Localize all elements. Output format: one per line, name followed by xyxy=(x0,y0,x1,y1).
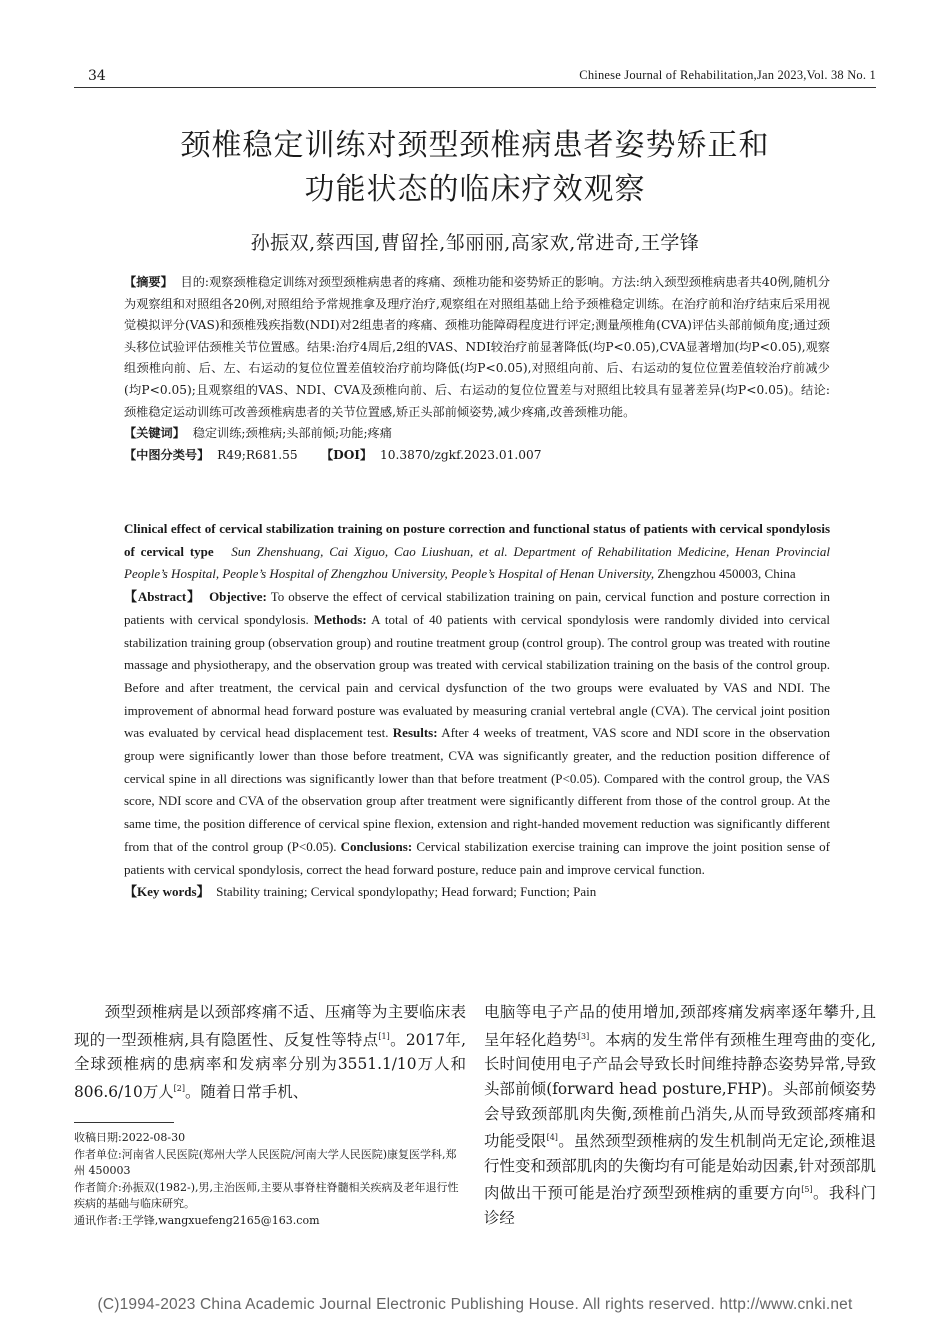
body-text: 。我科门诊经 xyxy=(484,1184,876,1228)
footnotes xyxy=(74,1130,466,1230)
citation[interactable]: [1] xyxy=(378,1031,390,1041)
author-affiliation: 作者单位:河南省人民医院(郑州大学人民医院/河南大学人民医院)康复医学科,郑州 450003 xyxy=(74,1147,457,1178)
received-date: 收稿日期:2022-08-30 xyxy=(74,1131,186,1144)
english-title: Clinical effect of cervical stabilization training on posture correction and functional status of patients with cervical spondylosis of cervical type xyxy=(124,521,830,559)
keywords-label: 【关键词】 xyxy=(124,426,185,441)
clc-label: 【中图分类号】 xyxy=(124,447,210,462)
keywords: 稳定训练;颈椎病;头部前倾;功能;疼痛 xyxy=(192,426,392,441)
body-text: 。2017年,全球颈椎病的患病率和发病率分别为3551.1/10万人和806.6/10万人 xyxy=(74,1030,466,1102)
english-keywords-label: 【Key words】 xyxy=(124,884,210,900)
objective-label: Objective: xyxy=(209,589,267,605)
title-line-1: 颈椎稳定训练对颈型颈椎病患者姿势矫正和 xyxy=(180,128,770,163)
body-text: 电脑等电子产品的使用增加,颈部疼痛发病率逐年攀升,且呈年轻化趋势 xyxy=(484,1003,876,1049)
citation[interactable]: [3] xyxy=(577,1031,590,1041)
journal-header: Chinese Journal of Rehabilitation,Jan 2023,Vol. 38 No. 1 xyxy=(579,68,876,82)
citation[interactable]: [5] xyxy=(801,1185,813,1195)
corresponding-author: 通讯作者:王学锋,wangxuefeng2165@163.com xyxy=(74,1213,320,1227)
body-text: 。虽然颈型颈椎病的发生机制尚无定论,颈椎退行性变和颈部肌肉的失衡均有可能是始动因素,针对颈部肌肉做出干预可能是治疗颈型颈椎病的重要方向 xyxy=(484,1132,876,1203)
english-location: Zhengzhou 450003, China xyxy=(657,566,796,582)
abstract-text: 目的:观察颈椎稳定训练对颈型颈椎病患者的疼痛、颈椎功能和姿势矫正的影响。方法:纳入颈型颈椎病患者共40例,随机分为观察组和对照组各20例,对照组给予常规推拿及理疗治疗,观察组在对照组基础上给予颈椎稳定训练。在治疗前和治疗结束后采用视觉模拟评分(VAS)和颈椎残疾指数(NDI)对2组患者的疼痛、颈椎功能障碍程度进行评定;测量颅椎角(CVA)评估头部前倾角度;通过颈头移位试验评估颈椎关节位置感。结果:治疗4周后,2组的VAS、NDI较治疗前显著降低(均P<0.05),CVA显著增加(均P<0.05),观察组颈椎向前、后、左、右运动的复位位置差值较治疗前均降低(均P<0.05),对照组向前、后、右运动的复位位置差值较治疗前减少(均P<0.05);且观察组的VAS、NDI、CVA及颈椎向前、后、右运动的复位位置差与对照组比较具有显著差异(均P<0.05)。结论:颈椎稳定运动训练可改善颈椎病患者的关节位置感,矫正头部前倾姿势,减少疼痛,改善颈椎功能。 xyxy=(124,275,831,419)
methods-text: A total of 40 patients with cervical spondylosis were randomly divided into cervical stabilization training group (observation group) and routine treatment group (control group). The control group was treated with routine massage and physiotherapy, and the observation group was treated with cervical stabilization training on the basis of the control group. Before and after treatment, the cervical pain and cervical dysfunction of the two groups were evaluated by VAS and NDI. The improvement of abnormal head forward posture was evaluated by measuring cranial vertebral angle (CVA). The cervical joint position was evaluated by cervical head displacement test. xyxy=(124,611,830,741)
title-line-2: 功能状态的临床疗效观察 xyxy=(304,172,646,207)
footnote-rule xyxy=(74,1122,174,1123)
objective-text: To observe the effect of cervical stabilization training on pain, cervical function and posture correction in patients with cervical spondylosis. xyxy=(124,589,831,627)
doi-link[interactable]: 10.3870/zgkf.2023.01.007 xyxy=(379,447,542,462)
author-bio: 作者简介:孙振双(1982-),男,主治医师,主要从事脊柱脊髓相关疾病及老年退行性疾病的基础与临床研究。 xyxy=(74,1180,459,1211)
results-text: After 4 weeks of treatment, VAS score and NDI score in the observation group were significantly lower than those before treatment, CVA was significantly greater, and the reduction position difference of cervical spine in all directions was significantly lower than that before treatment (P<0.05). Compared with the control group, the VAS score, NDI score and CVA of the observation group after treatment were significantly different from those of the control group. At the same time, the position difference of cervical spine flexion, extension and right-handed movement reduction was significantly different from that of the control group (P<0.05). xyxy=(124,725,831,854)
body-text: 。本病的发生常伴有颈椎生理弯曲的变化,长时间使用电子产品会导致长时间维持静态姿势异常,导致头部前倾(forward head posture,FHP)。头部前倾姿势会导致颈部肌肉失衡,颈椎前凸消失,从而导致颈部疼痛和功能受限 xyxy=(484,1030,876,1151)
english-keywords: Stability training; Cervical spondylopathy; Head forward; Function; Pain xyxy=(216,884,597,900)
article-title xyxy=(0,124,950,212)
clc-number: R49;R681.55 xyxy=(217,447,298,462)
author-list: 孙振双,蔡西国,曹留拴,邹丽丽,高家欢,常进奇,王学锋 xyxy=(250,232,700,254)
citation[interactable]: [2] xyxy=(173,1083,185,1093)
body-text: 。随着日常手机、 xyxy=(184,1083,309,1102)
body-column-left xyxy=(74,1000,466,1105)
body-column-right xyxy=(484,1000,876,1231)
header-rule xyxy=(74,87,876,88)
english-abstract-label: 【Abstract】 xyxy=(124,589,201,605)
methods-label: Methods: xyxy=(313,611,367,627)
body-text: 颈型颈椎病是以颈部疼痛不适、压痛等为主要临床表现的一型颈椎病,具有隐匿性、反复性等特点 xyxy=(74,1003,466,1049)
copyright-watermark: (C)1994-2023 China Academic Journal Electronic Publishing House. All rights reserved. http://www.cnki.net xyxy=(97,1296,853,1313)
abstract-label: 【摘要】 xyxy=(124,275,173,289)
conclusions-label: Conclusions: xyxy=(340,838,413,854)
citation[interactable]: [4] xyxy=(546,1133,558,1143)
conclusions-text: Cervical stabilization exercise training can improve the joint position sense of patients with cervical spondylosis, correct the head forward posture, reduce pain and improve cervical function. xyxy=(124,838,830,877)
results-label: Results: xyxy=(392,725,438,741)
chinese-abstract xyxy=(124,272,830,466)
doi-label: 【DOI】 xyxy=(320,447,373,462)
page-number: 34 xyxy=(88,68,106,84)
english-authors: Sun Zhenshuang, Cai Xiguo, Cao Liushuan, et al. Department of Rehabilitation Medicine, Henan Provincial People’s Hospital, People’s Hospital of Zhengzhou University, People’s Hospital of Henan University, xyxy=(124,543,831,582)
english-abstract xyxy=(124,518,830,904)
